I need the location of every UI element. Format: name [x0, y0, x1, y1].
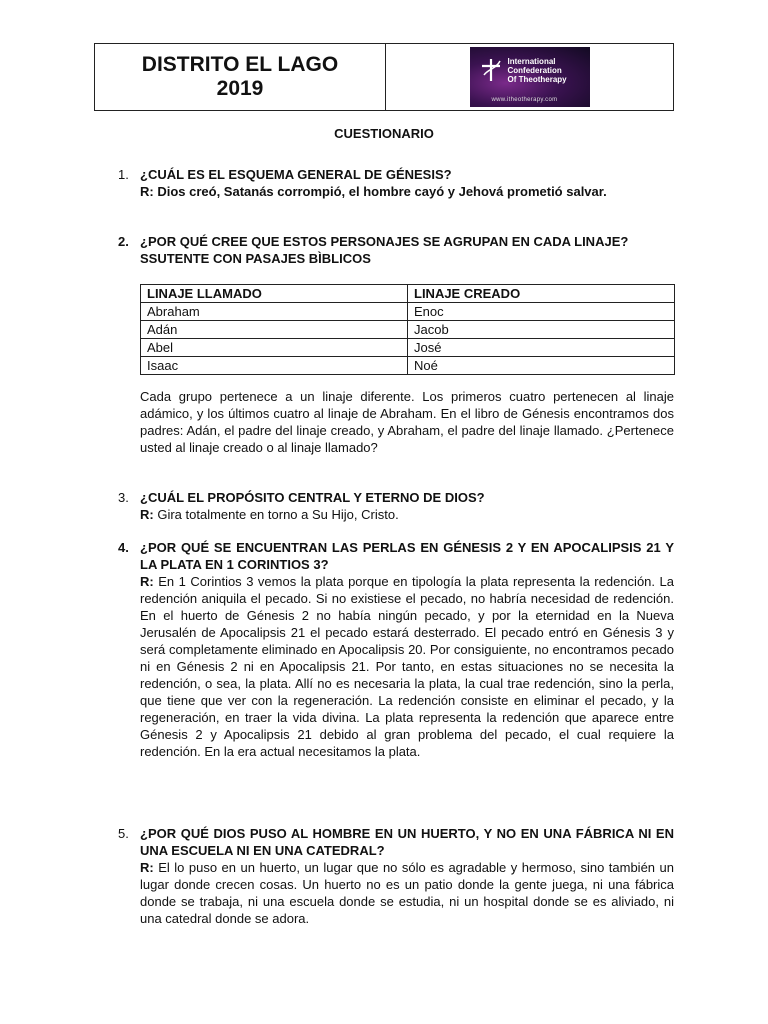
header-title	[95, 44, 386, 110]
lineage-table	[140, 284, 675, 375]
table-row	[141, 339, 675, 357]
answer	[140, 573, 674, 760]
table-row	[141, 321, 675, 339]
question-5	[118, 825, 674, 927]
logo-cell	[386, 44, 673, 110]
answer	[140, 859, 674, 927]
question-text: ¿POR QUÉ DIOS PUSO AL HOMBRE EN UN HUERTO, Y NO EN UNA FÁBRICA NI EN UNA ESCUELA NI EN UNA CATEDRAL?	[140, 826, 674, 858]
table-cell: Enoc	[408, 303, 675, 321]
question-number: 3.	[118, 490, 129, 505]
answer-label: R:	[140, 860, 154, 875]
table-header: LINAJE CREADO	[408, 285, 675, 303]
logo-text-line1: International	[507, 57, 556, 66]
question-text: ¿POR QUÉ SE ENCUENTRAN LAS PERLAS EN GÉNESIS 2 Y EN APOCALIPSIS 21 Y LA PLATA EN 1 CORINTIOS 3?	[140, 540, 674, 572]
question-2	[118, 233, 674, 267]
table-cell: Abraham	[141, 303, 408, 321]
answer-text: El lo puso en un huerto, un lugar que no sólo es agradable y hermoso, sino también un lugar donde crecen cosas. Un huerto no es un patio donde la gente juega, ni una fábrica donde se trabaja, ni una escuela donde se estudia, ni un hospital donde se es aliviado, ni una catedral donde se adora.	[140, 860, 674, 926]
question-number: 2.	[118, 234, 129, 249]
answer-text: R: Dios creó, Satanás corrompió, el hombre cayó y Jehová prometió salvar.	[140, 184, 607, 199]
table-header-row	[141, 285, 675, 303]
header-title-line1: DISTRITO EL LAGO	[141, 53, 339, 76]
question-4	[118, 539, 674, 760]
question-number: 4.	[118, 540, 129, 555]
question-3	[118, 489, 674, 523]
table-row	[141, 303, 675, 321]
dove-cross-icon	[478, 57, 504, 83]
table-cell: Isaac	[141, 357, 408, 375]
answer-label: R:	[140, 507, 154, 522]
table-cell: Adán	[141, 321, 408, 339]
logo-text-line2: Confederation	[507, 66, 562, 75]
document-header	[94, 43, 674, 111]
table-cell: Noé	[408, 357, 675, 375]
question-number: 1.	[118, 167, 129, 182]
table-cell: Jacob	[408, 321, 675, 339]
table-row	[141, 357, 675, 375]
header-title-line2: 2019	[216, 77, 264, 100]
table-header: LINAJE LLAMADO	[141, 285, 408, 303]
theotherapy-logo	[470, 47, 590, 107]
table-cell: Abel	[141, 339, 408, 357]
document-heading: CUESTIONARIO	[334, 126, 434, 141]
question-text: ¿CUÁL EL PROPÓSITO CENTRAL Y ETERNO DE DIOS?	[140, 490, 485, 505]
table-cell: José	[408, 339, 675, 357]
logo-url: www.itheotherapy.com	[491, 97, 558, 103]
lineage-paragraph: Cada grupo pertenece a un linaje diferente. Los primeros cuatro pertenecen al linaje adámico, y los últimos cuatro al linaje de Abraham. En el libro de Génesis encontramos dos padres: Adán, el padre del linaje creado, y Abraham, el padre del linaje llamado. ¿Pertenece usted al linaje creado o al linaje llamado?	[140, 389, 674, 455]
question-text: ¿CUÁL ES EL ESQUEMA GENERAL DE GÉNESIS?	[140, 167, 452, 182]
answer	[140, 506, 674, 523]
question-number: 5.	[118, 826, 129, 841]
logo-text-line3: Of Theotherapy	[507, 75, 567, 84]
answer-text: En 1 Corintios 3 vemos la plata porque en tipología la plata representa la redención. La redención aniquila el pecado. Si no existiese el pecado, no habría necesidad de redención. En el huerto de Génesis 2 no había ningún pecado, y por la eternidad en la Nueva Jerusalén de Apocalipsis 21 el pecado estará desterrado. El pecado entró en Génesis 3 y será completamente eliminado en Apocalipsis 20. Por consiguiente, no encontramos pecado ni en Génesis 2 ni en Apocalipsis 21. Por tanto, en estas situaciones no se necesita la redención, o sea, la plata. Allí no es necesaria la plata, la cual trae redención, sino la perla, que tiene que ver con la regeneración. La redención consiste en eliminar el pecado, y la regeneración, en traer la vida divina. La plata representa la redención que aparece entre Génesis 2 y Apocalipsis 21 debido al gran problema del pecado, el cual requiere la redención. En la era actual necesitamos la plata.	[140, 574, 674, 759]
answer-label: R:	[140, 574, 154, 589]
answer-text: Gira totalmente en torno a Su Hijo, Cristo.	[157, 507, 399, 522]
question-1	[118, 166, 674, 200]
question-text: ¿POR QUÉ CREE QUE ESTOS PERSONAJES SE AGRUPAN EN CADA LINAJE? SSUTENTE CON PASAJES BÌBLICOS	[140, 234, 629, 266]
